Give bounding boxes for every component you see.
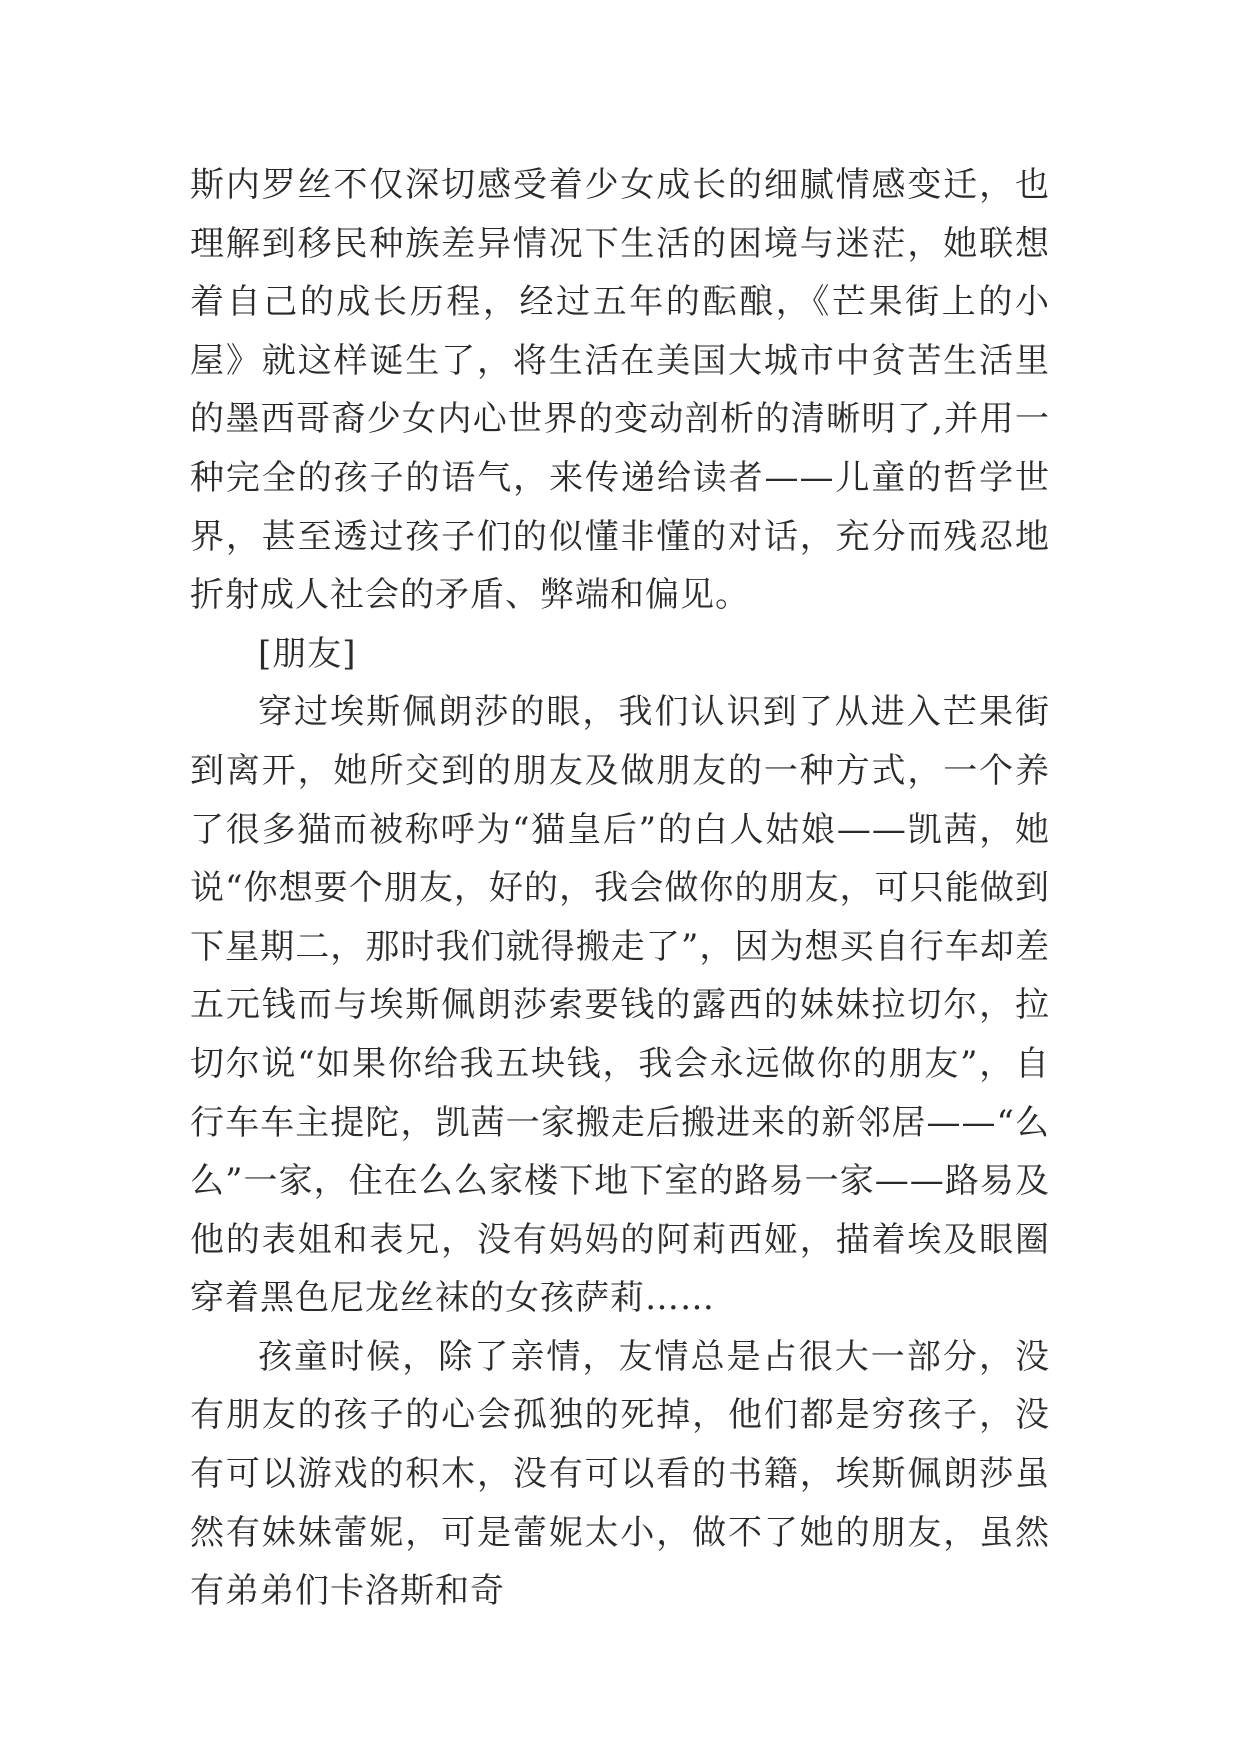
section-heading-friends: [朋友]	[258, 633, 357, 674]
paragraph-childhood: 孩童时候，除了亲情，友情总是占很大一部分，没有朋友的孩子的心会孤独的死掉，他们都是穷孩子，没有可以游戏的积木，没有可以看的书籍，埃斯佩朗莎虽然有妹妹蕾妮，可是蕾妮太小，做不了她的朋友，虽然有弟弟们卡洛斯和奇	[190, 1336, 1050, 1612]
paragraph-friends: 穿过埃斯佩朗莎的眼，我们认识到了从进入芒果街到离开，她所交到的朋友及做朋友的一种方式，一个养了很多猫而被称呼为“猫皇后”的白人姑娘——凯茜，她说“你想要个朋友，好的，我会做你的朋友，可只能做到下星期二，那时我们就得搬走了”，因为想买自行车却差五元钱而与埃斯佩朗莎索要钱的露西的妹妹拉切尔，拉切尔说“如果你给我五块钱，我会永远做你的朋友”，自行车车主提陀，凯茜一家搬走后搬进来的新邻居——“么么”一家，住在么么家楼下地下室的路易一家——路易及他的表姐和表兄，没有妈妈的阿莉西娅，描着埃及眼圈穿着黑色尼龙丝袜的女孩萨莉……	[190, 692, 1050, 1319]
body-text	[190, 156, 1050, 1621]
paragraph-intro: 斯内罗丝不仅深切感受着少女成长的细腻情感变迁，也理解到移民种族差异情况下生活的困境与迷茫，她联想着自己的成长历程，经过五年的酝酿，《芒果街上的小屋》就这样诞生了，将生活在美国大城市中贫苦生活里的墨西哥裔少女内心世界的变动剖析的清晰明了,并用一种完全的孩子的语气，来传递给读者——儿童的哲学世界，甚至透过孩子们的似懂非懂的对话，充分而残忍地折射成人社会的矛盾、弊端和偏见。	[190, 165, 1050, 616]
